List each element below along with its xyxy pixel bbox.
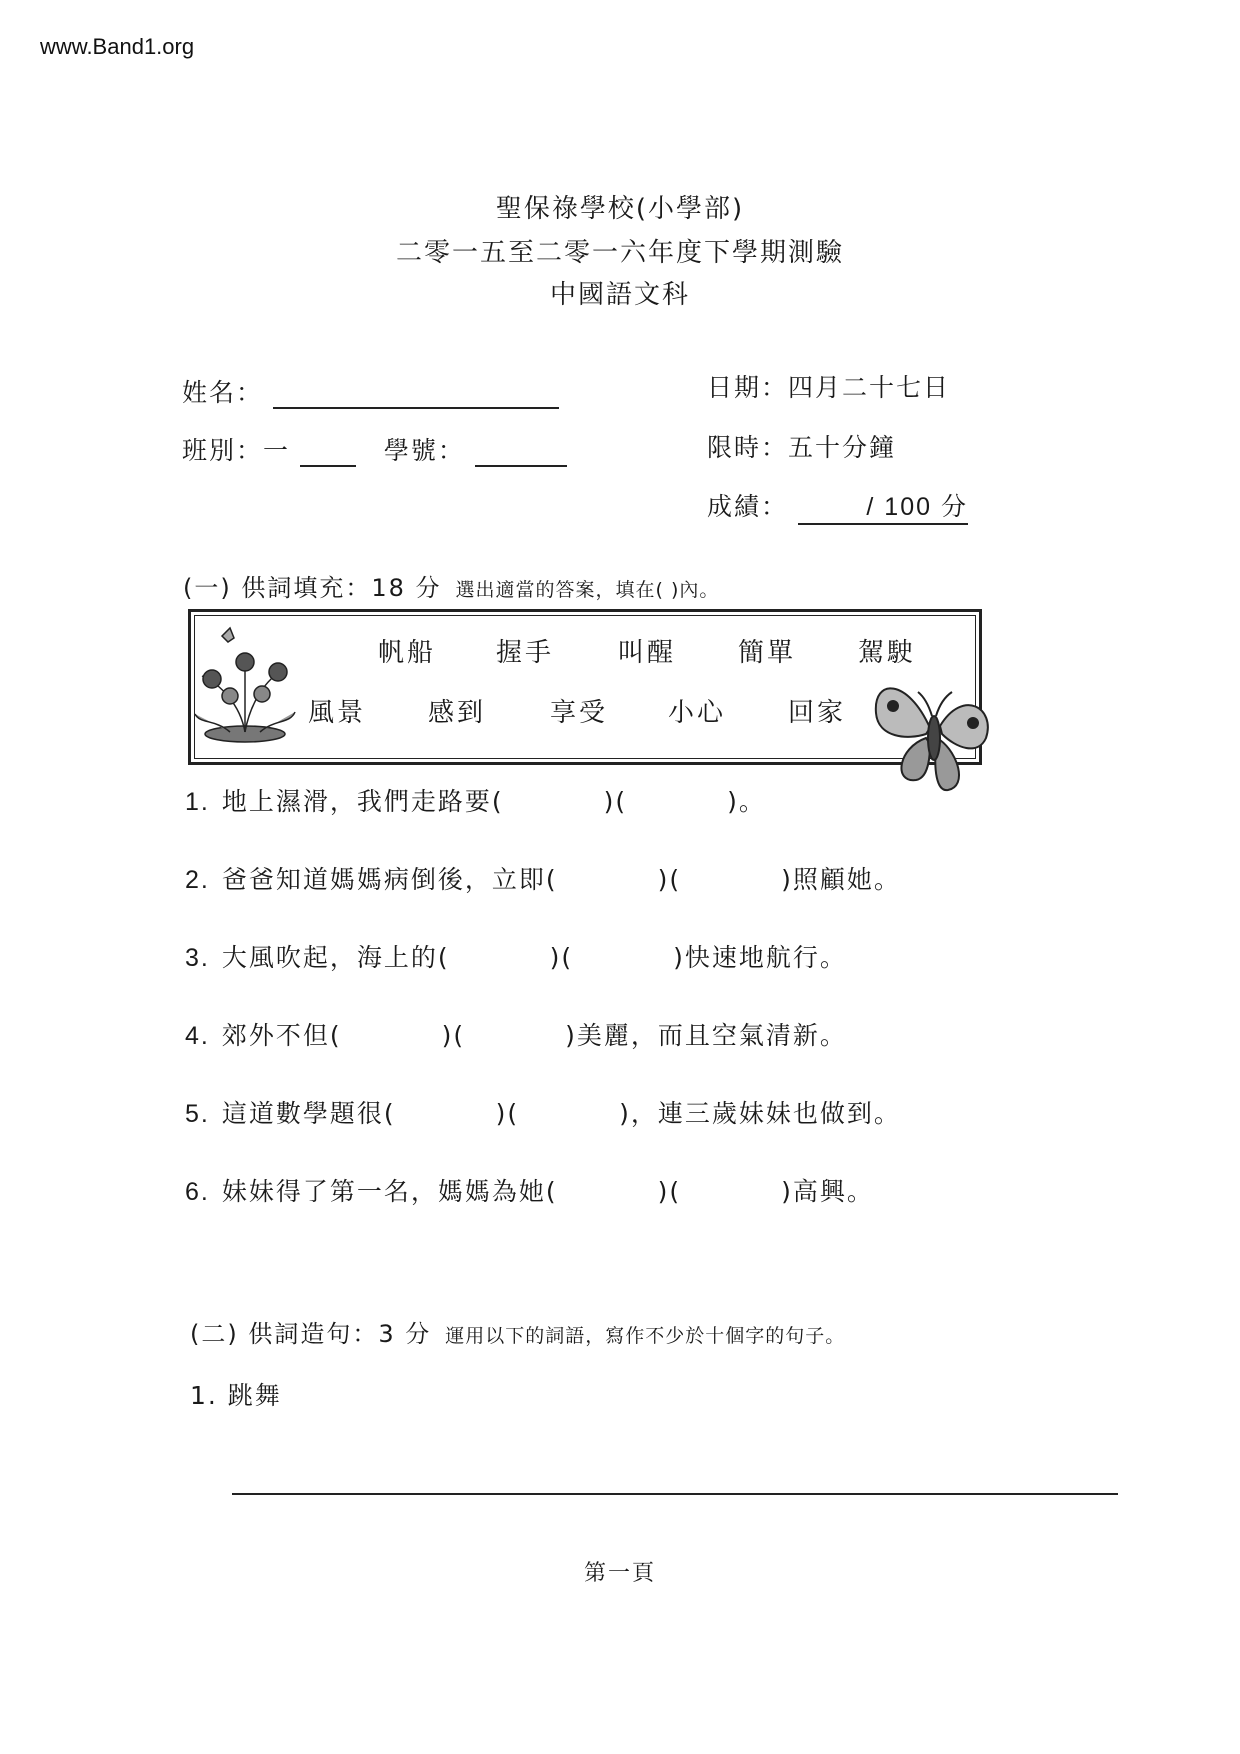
question-text: )(: [549, 943, 574, 972]
question-text: 地上濕滑，我們走路要(: [221, 787, 504, 816]
section1-hint: 選出適當的答案，填在( )內。: [455, 579, 720, 601]
question-text: 大風吹起，海上的(: [221, 943, 450, 972]
question-text: )照顧她。: [781, 865, 901, 894]
question-text: )(: [603, 787, 628, 816]
question-number: 4.: [185, 1022, 210, 1050]
butterfly-illustration: [868, 668, 1003, 803]
question-text: 郊外不但(: [221, 1021, 342, 1050]
class-label: 班別：一: [182, 436, 291, 465]
section2-hint: 運用以下的詞語，寫作不少於十個字的句子。: [445, 1325, 846, 1347]
question-4: [185, 1016, 847, 1052]
question-3: [185, 938, 847, 974]
question-number: 1.: [185, 788, 210, 816]
class-blank[interactable]: [300, 436, 356, 467]
word-bank-item: 感到: [428, 698, 487, 728]
flower-illustration: [190, 624, 300, 744]
question-2: [185, 860, 901, 896]
question-number: 6.: [185, 1178, 210, 1206]
class-field: [182, 431, 567, 467]
question-6: [185, 1172, 874, 1208]
question-1: [185, 782, 766, 818]
question-text: )，連三歲妹妹也做到。: [619, 1099, 901, 1128]
date-text: 日期：四月二十七日: [707, 373, 951, 402]
word-bank-item: 風景: [308, 698, 367, 728]
watermark: www.Band1.org: [40, 34, 195, 59]
section2-title: (二) 供詞造句：3 分: [190, 1320, 432, 1348]
question-number: 5.: [185, 1100, 210, 1128]
question-text: )(: [495, 1099, 520, 1128]
question-text: )(: [441, 1021, 466, 1050]
question-text: 這道數學題很(: [221, 1099, 396, 1128]
page-number: 第一頁: [583, 1561, 656, 1586]
term-title: 二零一五至二零一六年度下學期測驗: [395, 238, 844, 268]
time-limit-text: 限時：五十分鐘: [707, 433, 897, 462]
question-text: )美麗，而且空氣清新。: [565, 1021, 847, 1050]
question-text: 妹妹得了第一名，媽媽為她(: [221, 1177, 558, 1206]
section2-item: 1. 跳舞: [190, 1381, 282, 1410]
school-name: 聖保祿學校(小學部): [495, 194, 745, 224]
score-blank[interactable]: [798, 487, 968, 525]
question-text: )(: [657, 865, 682, 894]
name-blank[interactable]: [273, 378, 559, 409]
name-label: 姓名：: [182, 378, 264, 407]
question-text: )(: [657, 1177, 682, 1206]
question-text: )快速地航行。: [673, 943, 847, 972]
question-number: 3.: [185, 944, 210, 972]
question-text: )高興。: [781, 1177, 874, 1206]
section2-heading: [190, 1314, 845, 1349]
subject-title: 中國語文科: [549, 280, 690, 310]
word-bank-item: 握手: [496, 638, 555, 668]
word-bank-item: 簡單: [738, 638, 797, 668]
question-text: 爸爸知道媽媽病倒後，立即(: [221, 865, 558, 894]
section1-heading: [183, 568, 719, 603]
score-total: / 100 分: [866, 493, 968, 521]
word-bank-item: 駕駛: [858, 638, 917, 668]
question-text: )。: [727, 787, 766, 816]
name-field: [182, 373, 559, 409]
word-bank-item: 帆船: [378, 638, 437, 668]
word-bank-item: 小心: [668, 698, 727, 728]
number-label: 學號：: [383, 436, 465, 465]
sentence-answer-line[interactable]: [232, 1493, 1118, 1495]
section1-title: (一) 供詞填充：18 分: [183, 574, 442, 602]
question-5: [185, 1094, 901, 1130]
score-field: [707, 487, 968, 525]
word-bank-item: 享受: [550, 698, 609, 728]
word-bank-item: 叫醒: [618, 638, 677, 668]
number-blank[interactable]: [475, 436, 567, 467]
question-number: 2.: [185, 866, 210, 894]
word-bank-item: 回家: [788, 698, 847, 728]
score-label: 成績：: [707, 492, 789, 521]
